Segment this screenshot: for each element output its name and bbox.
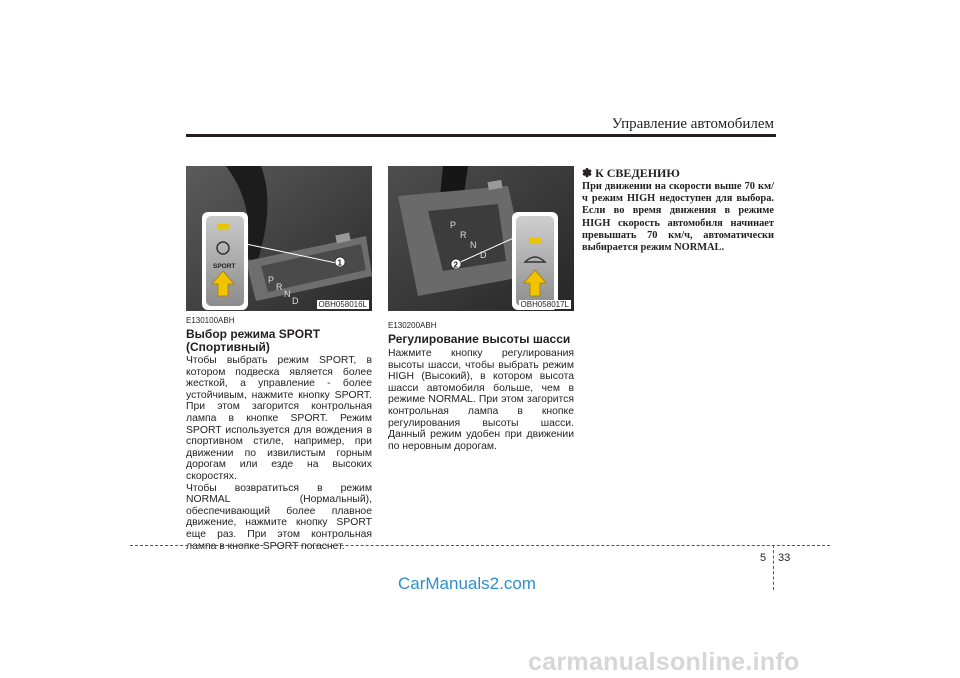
gear-letter-r: R: [460, 230, 467, 240]
callout-1: 1: [337, 258, 342, 268]
header-rule: [186, 134, 776, 137]
section-body-sport: Чтобы выбрать режим SPORT, в котором подвеска является более жесткой, а управление - более устойчивым, нажмите кнопку SPORT. При этом загорится контрольная лампа в кнопке SPORT. Режим SPORT используется для вождения в спортивном стиле, например, при движении по извилистым горным дорогам или езде на высоких скоростях. Чтобы возвратиться в режим NORMAL (Нормальный), обеспечивающий более плавное движение, нажмите кнопку SPORT еще раз. При этом контрольная лампа в кнопке SPORT погаснет.: [186, 355, 372, 552]
chapter-number: 5: [760, 552, 767, 564]
height-button-figure: [388, 166, 574, 311]
chapter-title: Управление автомобилем: [611, 116, 774, 132]
sport-indicator-lamp: [217, 224, 229, 229]
watermark-carmanualsonline[interactable]: carmanualsonline.info: [528, 648, 800, 676]
info-heading: [582, 166, 680, 181]
section-title-sport: Выбор режима SPORT (Спортивный): [186, 327, 321, 354]
gear-letter-n: N: [284, 289, 291, 299]
gear-letter-n: N: [470, 240, 477, 250]
info-title: К СВЕДЕНИЮ: [595, 166, 680, 180]
gear-letter-p: P: [450, 220, 457, 230]
callout-2: 2: [453, 260, 458, 270]
height-console-illustration: [388, 166, 574, 311]
watermark-carmanuals2[interactable]: CarManuals2.com: [398, 574, 536, 593]
section-code: E130100ABH: [186, 316, 235, 325]
figure-code: OBH058017L: [520, 300, 569, 309]
page-number: 33: [778, 552, 791, 564]
section-body-height: Нажмите кнопку регулирования высоты шасси, чтобы выбрать режим HIGH (Высокий), в котором высота шасси автомобиля больше, чем в режиме NORMAL. При этом загорится контрольная лампа в кнопке регулирования высоты шасси. Данный режим удобен при движении по неровным дорогам.: [388, 348, 574, 452]
sport-button-label: SPORT: [213, 263, 236, 270]
section-title-height: Регулирование высоты шасси: [388, 332, 571, 346]
asterisk-icon: ✽: [582, 166, 593, 180]
figure-code: OBH058016L: [318, 300, 367, 309]
height-indicator-lamp: [529, 238, 541, 243]
gear-letter-d: D: [480, 250, 487, 260]
gear-console-illustration: [186, 166, 372, 311]
info-body: При движении на скорости выше 70 км/ч режим HIGH недоступен для выбора. Если во время движения в режиме HIGH скорость автомобиля начинает превышать 70 км/ч, автоматически выбирается режим NORMAL.: [582, 181, 774, 254]
footer-divider: [773, 545, 774, 590]
sport-button-figure: [186, 166, 372, 311]
gear-letter-r: R: [276, 282, 283, 292]
section-code: E130200ABH: [388, 321, 437, 330]
gear-letter-d: D: [292, 296, 299, 306]
footer-rule: [130, 545, 830, 546]
gear-letter-p: P: [268, 275, 275, 285]
